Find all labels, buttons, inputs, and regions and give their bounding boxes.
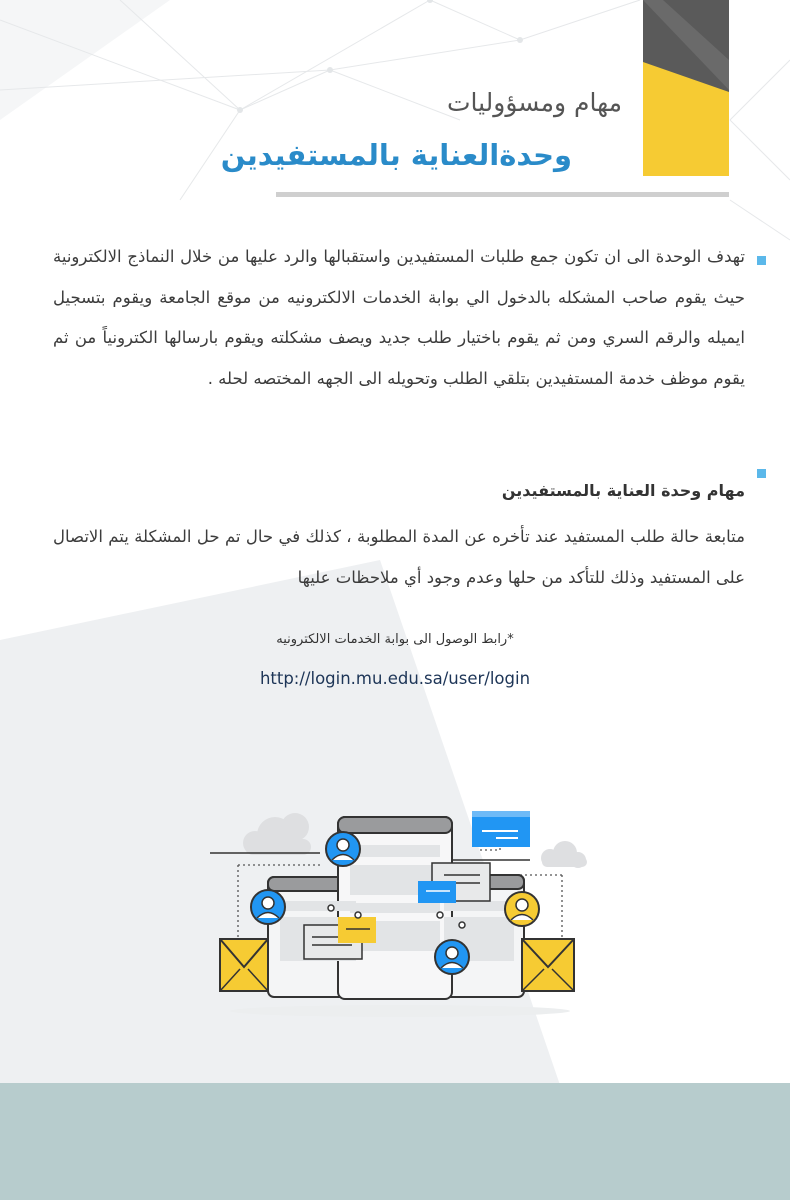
customer-service-illustration	[200, 805, 600, 1020]
cloud-icon	[243, 813, 311, 855]
section2-heading: مهام وحدة العناية بالمستفيدين	[501, 481, 745, 500]
bullet-square	[757, 256, 766, 265]
page-title: وحدةالعناية بالمستفيدين	[220, 138, 572, 172]
user-avatar-icon	[326, 832, 360, 866]
envelope-icon	[522, 939, 574, 991]
user-avatar-icon	[251, 890, 285, 924]
user-avatar-icon	[505, 892, 539, 926]
section1-paragraph: تهدف الوحدة الى ان تكون جمع طلبات المستفيدين واستقبالها والرد عليها من خلال النماذج الالكترونية حيث يقوم صاحب المشكله بالدخول الي بوابة الخدمات الالكترونيه من موقع الجامعة ويقوم بتسجيل ايميله والرقم السري ومن ثم يقوم باختيار طلب جديد ويصف مشكلته ويقوم بارسالها الكترونياً من ثم يقوم موظف خدمة المستفيدين بتلقي الطلب وتحويله الى الجهه المختصه لحله .	[53, 247, 745, 388]
page-subtitle: مهام ومسؤوليات	[446, 88, 622, 117]
bullet-square	[757, 469, 766, 478]
section2-paragraph: متابعة حالة طلب المستفيد عند تأخره عن المدة المطلوبة ، كذلك في حال تم حل المشكلة يتم الاتصال على المستفيد وذلك للتأكد من حلها وعدم وجود أي ملاحظات عليها	[53, 527, 745, 587]
portal-link[interactable]: http://login.mu.edu.sa/user/login	[259, 669, 531, 688]
portal-link-label: *رابط الوصول الى بوابة الخدمات الالكترونيه	[276, 632, 514, 647]
corner-decoration	[643, 0, 729, 176]
title-underline	[276, 192, 729, 197]
envelope-icon	[220, 939, 268, 991]
user-avatar-icon	[435, 940, 469, 974]
cloud-icon	[541, 841, 587, 868]
footer-band	[0, 1083, 790, 1200]
